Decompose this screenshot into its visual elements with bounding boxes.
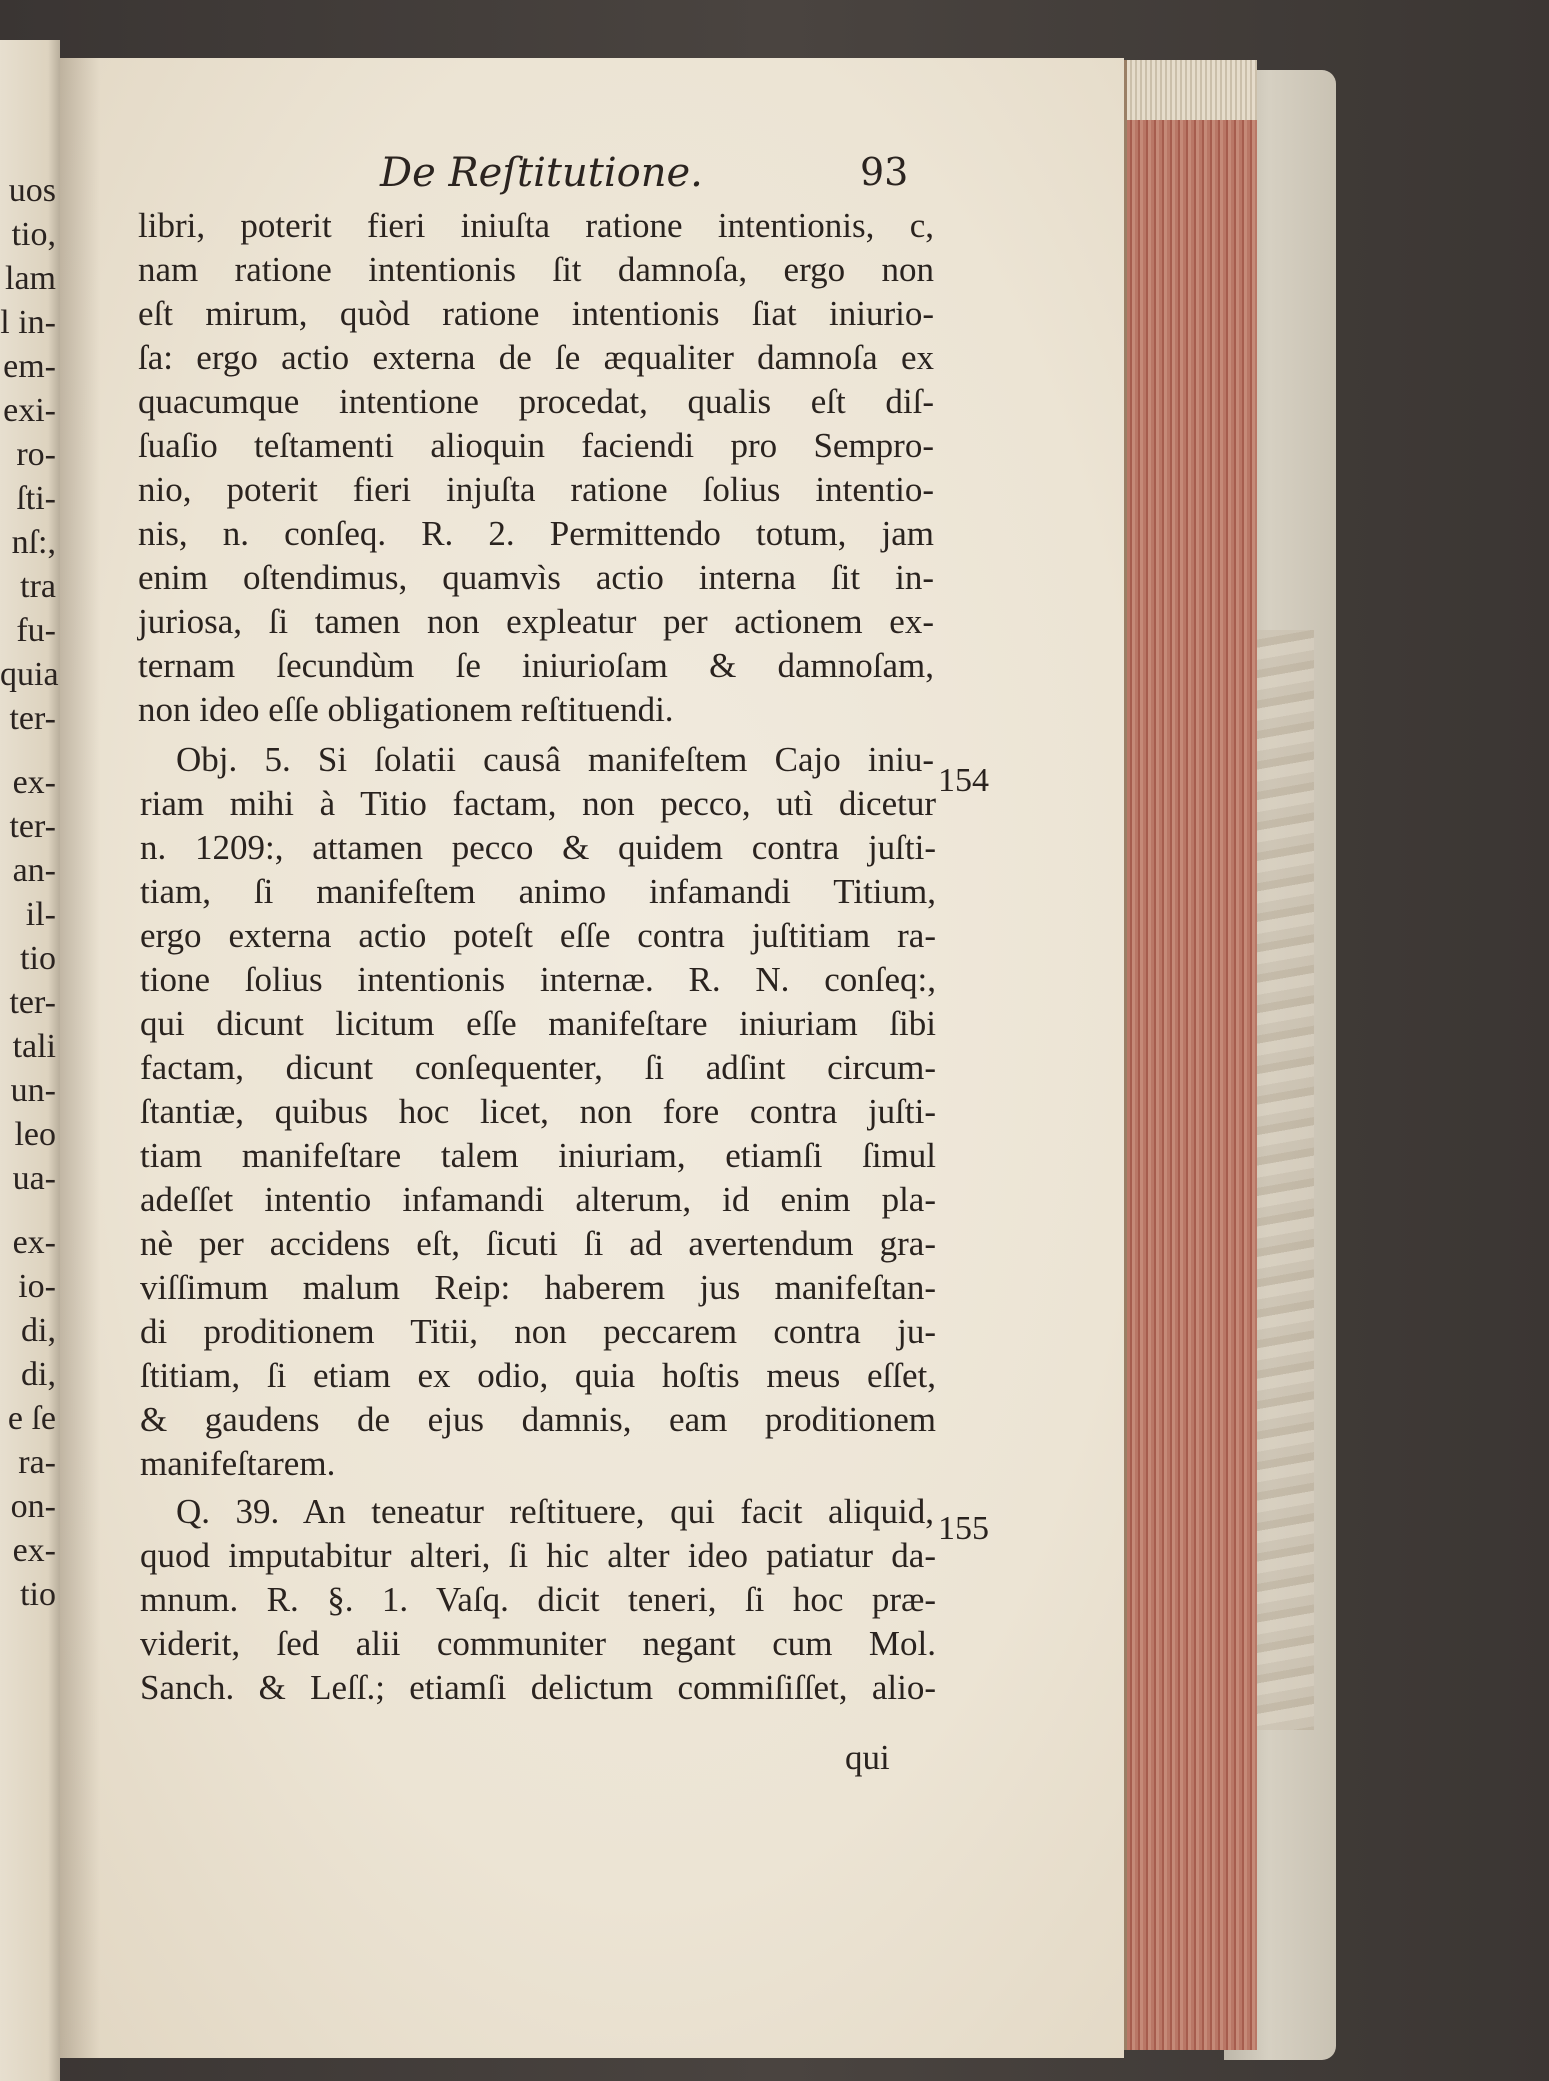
- margin-number-155: 155: [938, 1510, 989, 1547]
- gutter-shadow: [60, 58, 100, 2058]
- text-line: viſſimum malum Reip: haberem jus manifeſtan-: [140, 1268, 936, 1307]
- text-line: manifeſtarem.: [140, 1444, 336, 1483]
- text-line: juriosa, ſi tamen non expleatur per actionem ex-: [138, 602, 934, 641]
- left-page-fragment: tio,: [11, 216, 56, 253]
- text-line: ſuaſio teſtamenti alioquin faciendi pro Sempro-: [138, 426, 934, 465]
- text-line: libri, poterit fieri iniuſta ratione intentionis, c,: [138, 206, 934, 245]
- left-page-fragment: ex-: [12, 1532, 56, 1569]
- left-page-fragment: ſti-: [16, 480, 56, 517]
- text-line: tiam manifeſtare talem iniuriam, etiamſi ſimul: [140, 1136, 936, 1175]
- text-line: ternam ſecundùm ſe iniurioſam & damnoſam,: [138, 646, 934, 685]
- text-line: adeſſet intentio infamandi alterum, id enim pla-: [140, 1180, 936, 1219]
- left-page-fragment: ua-: [12, 1160, 56, 1197]
- left-page-fragment: ex-: [12, 1224, 56, 1261]
- left-page-fragment: ro-: [16, 436, 56, 473]
- marbled-edge: [1254, 630, 1314, 1730]
- left-page-fragment: tio: [20, 1576, 56, 1613]
- text-line: Q. 39. An teneatur reſtituere, qui facit aliquid,: [176, 1492, 934, 1531]
- text-line: nio, poterit fieri injuſta ratione ſolius intentio-: [138, 470, 934, 509]
- left-page-fragment: l in-: [0, 304, 56, 341]
- left-page-fragment: di,: [21, 1356, 56, 1393]
- text-line: ſtitiam, ſi etiam ex odio, quia hoſtis meus eſſet,: [140, 1356, 936, 1395]
- header-title: De Reſtitutione.: [380, 150, 703, 196]
- catchword: qui: [845, 1738, 890, 1777]
- left-page-fragment: il-: [25, 896, 56, 933]
- left-page-fragment: on-: [10, 1488, 56, 1525]
- text-line: tiam, ſi manifeſtem animo infamandi Titium,: [140, 872, 936, 911]
- text-line: factam, dicunt conſequenter, ſi adſint circum-: [140, 1048, 936, 1087]
- left-page-fragment: tio: [20, 940, 56, 977]
- left-page-fragment: lam: [5, 260, 56, 297]
- text-line: n. 1209:, attamen pecco & quidem contra juſti-: [140, 828, 936, 867]
- text-line: nè per accidens eſt, ſicuti ſi ad avertendum gra-: [140, 1224, 936, 1263]
- left-page-fragment: em-: [3, 348, 56, 385]
- page-fore-edge-top: [1127, 60, 1257, 120]
- left-page-fragment: ter-: [9, 808, 56, 845]
- text-line: enim oſtendimus, quamvìs actio interna ſit in-: [138, 558, 934, 597]
- page-number: 93: [860, 150, 909, 194]
- text-line: mnum. R. §. 1. Vaſq. dicit teneri, ſi hoc præ-: [140, 1580, 936, 1619]
- left-page-fragment: ter-: [9, 700, 56, 737]
- text-line: di proditionem Titii, non peccarem contra ju-: [140, 1312, 936, 1351]
- text-line: eſt mirum, quòd ratione intentionis ſiat iniurio-: [138, 294, 934, 333]
- left-page-fragment: io-: [18, 1268, 56, 1305]
- text-line: riam mihi à Titio factam, non pecco, utì dicetur: [140, 784, 936, 823]
- text-line: nis, n. conſeq. R. 2. Permittendo totum, jam: [138, 514, 934, 553]
- left-page-fragment: tra: [20, 568, 56, 605]
- running-header: [380, 150, 909, 196]
- text-line: Obj. 5. Si ſolatii causâ manifeſtem Cajo iniu-: [176, 740, 934, 779]
- text-line: ergo externa actio poteſt eſſe contra juſtitiam ra-: [140, 916, 936, 955]
- left-page-fragment: tali: [12, 1028, 56, 1065]
- text-line: nam ratione intentionis ſit damnoſa, ergo non: [138, 250, 934, 289]
- text-line: non ideo eſſe obligationem reſtituendi.: [138, 690, 674, 729]
- left-page-fragment: nſ:,: [11, 524, 56, 561]
- left-page: [0, 40, 60, 2081]
- left-page-fragment: an-: [12, 852, 56, 889]
- left-page-fragment: ra-: [18, 1444, 56, 1481]
- left-page-fragment: leo: [14, 1116, 56, 1153]
- text-line: Sanch. & Leſſ.; etiamſi delictum commiſiſſet, alio-: [140, 1668, 936, 1707]
- text-line: viderit, ſed alii communiter negant cum Mol.: [140, 1624, 936, 1663]
- left-page-fragment: ex-: [12, 764, 56, 801]
- left-page-fragment: di,: [21, 1312, 56, 1349]
- text-line: tione ſolius intentionis internæ. R. N. conſeq:,: [140, 960, 936, 999]
- left-page-fragment: uos: [8, 172, 56, 209]
- text-line: quacumque intentione procedat, qualis eſt diſ-: [138, 382, 934, 421]
- text-line: quod imputabitur alteri, ſi hic alter ideo patiatur da-: [140, 1536, 936, 1575]
- text-line: ſa: ergo actio externa de ſe æqualiter damnoſa ex: [138, 338, 934, 377]
- left-page-fragment: e ſe: [7, 1400, 56, 1437]
- text-line: qui dicunt licitum eſſe manifeſtare iniuriam ſibi: [140, 1004, 936, 1043]
- left-page-fragment: exi-: [3, 392, 56, 429]
- left-page-fragment: fu-: [16, 612, 56, 649]
- left-page-fragment: un-: [10, 1072, 56, 1109]
- text-line: & gaudens de ejus damnis, eam proditionem: [140, 1400, 936, 1439]
- left-page-fragment: ter-: [9, 984, 56, 1021]
- left-page-fragment: quia: [0, 656, 59, 693]
- page-fore-edge: [1124, 60, 1257, 2050]
- text-line: ſtantiæ, quibus hoc licet, non fore contra juſti-: [140, 1092, 936, 1131]
- margin-number-154: 154: [938, 762, 989, 799]
